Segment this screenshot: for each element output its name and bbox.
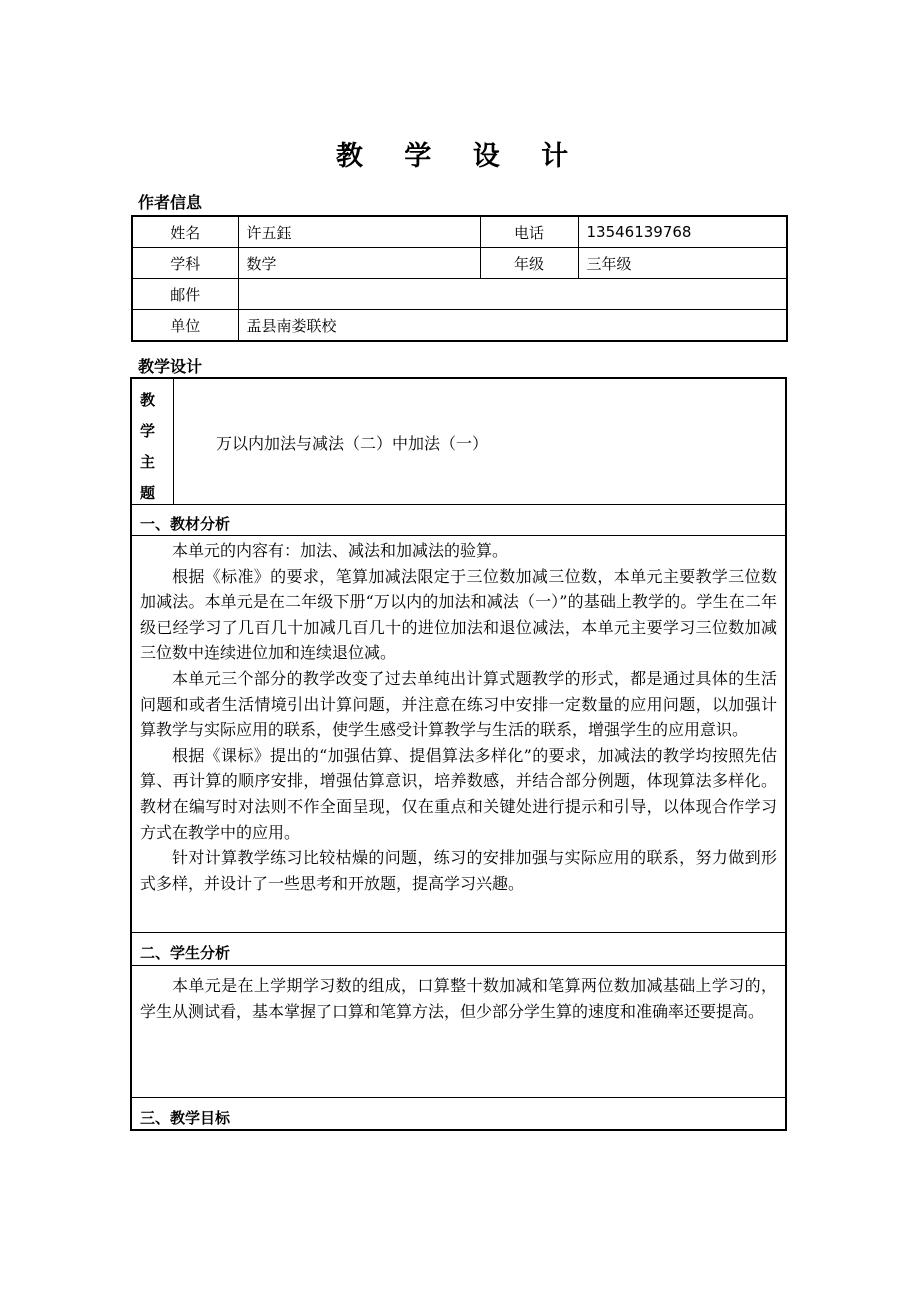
paragraph: 本单元是在上学期学习数的组成，口算整十数加减和笔算两位数加减基础上学习的，学生从测试看，基本掌握了口算和笔算方法，但少部分学生算的速度和准确率还要提高。 — [140, 976, 777, 1021]
material-analysis-title: 一、教材分析 — [140, 515, 231, 533]
teaching-topic: 万以内加法与减法（二）中加法（一） — [216, 434, 489, 453]
author-info-table — [131, 215, 788, 342]
unit-value: 盂县南娄联校 — [238, 310, 787, 342]
teaching-goals-title: 三、教学目标 — [140, 1109, 231, 1127]
subject-label: 学科 — [132, 248, 238, 279]
divider — [132, 932, 785, 933]
paragraph: 根据《课标》提出的“加强估算、提倡算法多样化”的要求，加减法的教学均按照先估算、再计算的顺序安排，增强估算意识，培养数感，并结合部分例题，体现算法多样化。教材在编写时对法则不作全面呈现，仅在重点和关键处进行提示和引导，以体现合作学习方式在教学中的应用。 — [140, 745, 777, 842]
table-row — [132, 216, 787, 248]
divider — [132, 504, 785, 505]
paragraph: 根据《标准》的要求，笔算加减法限定于三位数加减三位数，本单元主要教学三位数加减法。本单元是在二年级下册“万以内的加法和减法（一）”的基础上教学的。学生在二年级已经学习了几百几十加减几百几十的进位加法和退位减法，本单元主要学习三位数加减三位数中连续进位加和连续退位减。 — [140, 566, 777, 663]
email-label: 邮件 — [132, 279, 238, 310]
paragraph: 本单元三个部分的教学改变了过去单纯出计算式题教学的形式，都是通过具体的生活问题和或者生活情境引出计算问题，并注意在练习中安排一定数量的应用问题，以加强计算教学与实际应用的联系，使学生感受计算教学与生活的联系，增强学生的应用意识。 — [140, 668, 777, 740]
grade-value: 三年级 — [578, 248, 787, 279]
topic-label-char: 学 — [140, 422, 156, 440]
unit-label: 单位 — [132, 310, 238, 342]
grade-label: 年级 — [480, 248, 578, 279]
material-analysis-text — [140, 538, 777, 896]
topic-label-char: 主 — [140, 453, 156, 471]
student-analysis-title: 二、学生分析 — [140, 944, 231, 962]
student-analysis-text — [140, 973, 777, 1024]
name-value: 许五鈺 — [238, 216, 480, 248]
teaching-design-box — [130, 377, 787, 1131]
teaching-design-heading: 教学设计 — [138, 357, 203, 376]
subject-value: 数学 — [238, 248, 480, 279]
phone-label: 电话 — [480, 216, 578, 248]
table-row — [132, 310, 787, 342]
table-row — [132, 279, 787, 310]
topic-divider — [173, 379, 174, 504]
phone-value: 13546139768 — [578, 216, 787, 248]
topic-label-char: 教 — [140, 391, 156, 409]
divider — [132, 535, 785, 536]
paragraph: 针对计算教学练习比较枯燥的问题，练习的安排加强与实际应用的联系，努力做到形式多样，并设计了一些思考和开放题，提高学习兴趣。 — [140, 848, 777, 893]
topic-label-char: 题 — [140, 484, 156, 502]
divider — [132, 1097, 785, 1098]
email-value — [238, 279, 787, 310]
divider — [132, 965, 785, 966]
document-title: 教 学 设 计 — [335, 141, 585, 172]
author-info-heading: 作者信息 — [138, 193, 203, 212]
table-row — [132, 248, 787, 279]
name-label: 姓名 — [132, 216, 238, 248]
paragraph: 本单元的内容有：加法、减法和加减法的验算。 — [172, 541, 509, 560]
